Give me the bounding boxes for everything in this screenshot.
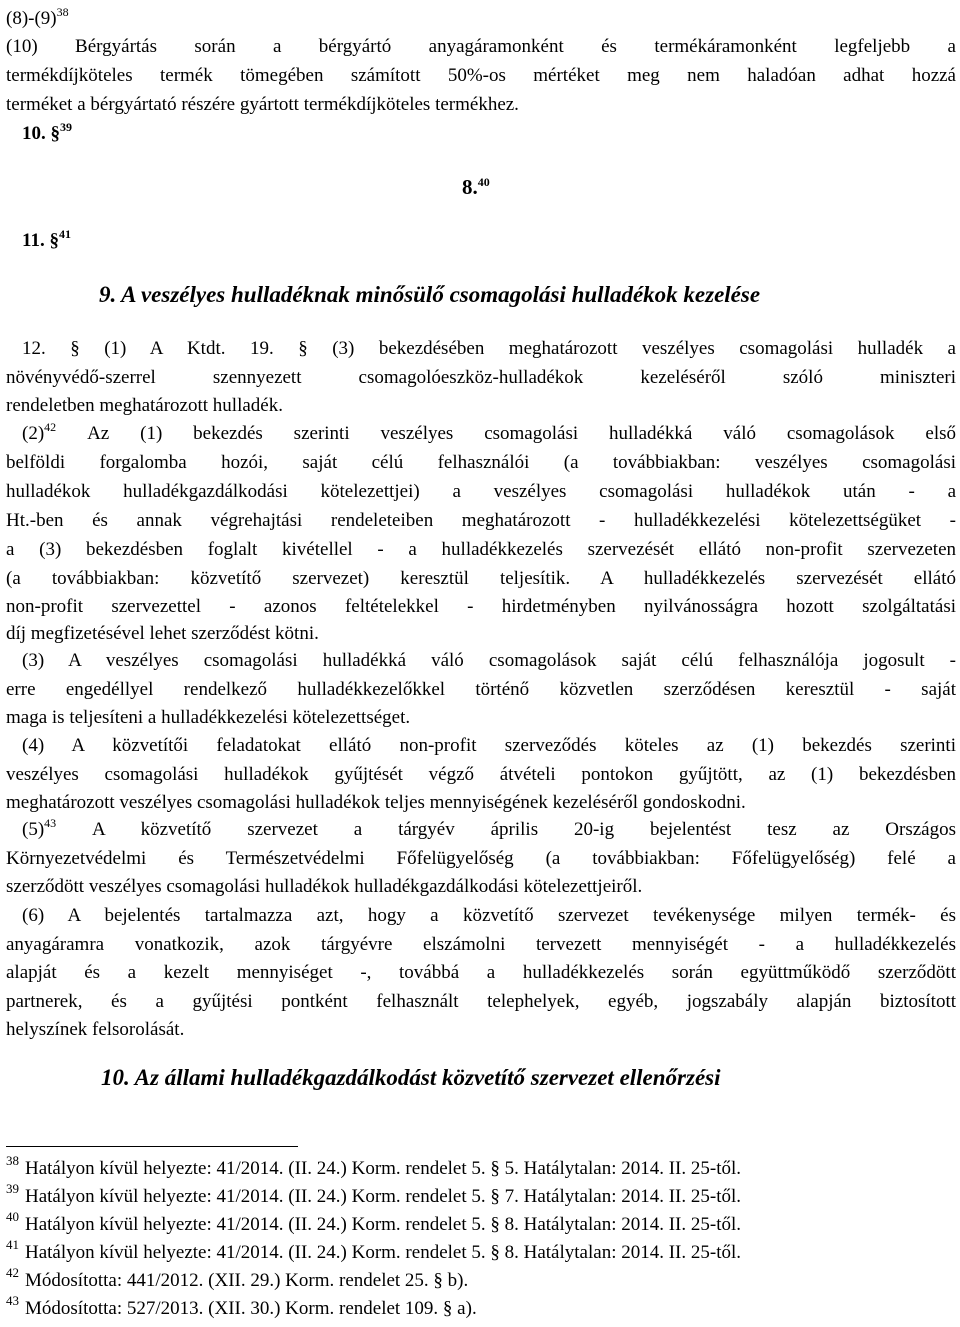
footnote-text: Hatályon kívül helyezte: 41/2014. (II. 24.) Korm. rendelet 5. § 8. Hatálytalan: 2014. II. 25-től. — [25, 1242, 742, 1263]
footnote-ref[interactable]: 42 — [44, 420, 57, 434]
paragraph-line: szerződött veszélyes csomagolási hulladékok hulladékgazdálkodási kötelezettjeiről. — [6, 876, 643, 897]
footnote-text: Módosította: 441/2012. (XII. 29.) Korm. rendelet 25. § b). — [25, 1270, 469, 1291]
paragraph-line: termékdíjköteles termék tömegében számított 50%-os mértéket meg nem haladóan adhat hozzá — [6, 65, 956, 86]
footnote-item — [6, 1209, 742, 1237]
paragraph-line: hulladékok hulladékgazdálkodási kötelezettjei) a veszélyes csomagolási hulladékok után - a — [6, 481, 956, 502]
paragraph-line: belföldi forgalomba hozói, saját célú felhasználói (a továbbiakban: veszélyes csomagolási — [6, 452, 956, 473]
paragraph-line — [22, 421, 956, 447]
paragraph-line: díj megfizetésével lehet szerződést kötni. — [6, 623, 319, 644]
paragraph-line: erre engedéllyel rendelkező hulladékkezelőkkel történő közvetlen szerződésen keresztül - saját — [6, 679, 956, 700]
footnote-number: 43 — [6, 1293, 19, 1308]
chapter-title: 9. A veszélyes hulladéknak minősülő csomagolási hulladékok kezelése — [99, 282, 761, 307]
footnote-text: Módosította: 527/2013. (XII. 30.) Korm. rendelet 109. § a). — [25, 1298, 477, 1319]
section-label: 10. § — [22, 123, 60, 144]
paragraph-prefix: (2) — [22, 423, 45, 444]
paragraph-line: növényvédő-szerrel szennyezett csomagolóeszköz-hulladékok kezeléséről szóló miniszteri — [6, 367, 956, 388]
paragraph-line: terméket a bérgyártató részére gyártott termékdíjköteles termékhez. — [6, 94, 519, 115]
footnote-number: 38 — [6, 1153, 19, 1168]
footnote-number: 41 — [6, 1237, 19, 1252]
paragraph-line: rendeletben meghatározott hulladék. — [6, 395, 283, 416]
chapter-label: 8. — [462, 175, 478, 199]
section-label: 11. § — [22, 230, 59, 251]
footnote-item — [6, 1181, 742, 1209]
paragraph-line: (4) A közvetítői feladatokat ellátó non-profit szerveződés köteles az (1) bekezdés szerinti — [22, 735, 956, 756]
paragraph-line: maga is teljesíteni a hulladékkezelési kötelezettséget. — [6, 707, 411, 728]
paragraph-line: Környezetvédelmi és Természetvédelmi Főfelügyelőség (a továbbiakban: Főfelügyelőség) felé a — [6, 848, 956, 869]
paragraph-first-text: Az (1) bekezdés szerinti veszélyes csomagolási hulladékká váló csomagolások első — [87, 423, 957, 444]
paragraph-line: a (3) bekezdésben foglalt kivétellel - a hulladékkezelés szervezését ellátó non-profit szervezeten — [6, 539, 956, 560]
footnote-ref[interactable]: 43 — [44, 816, 57, 830]
footnote-ref[interactable]: 38 — [56, 5, 69, 19]
footnote-item — [6, 1265, 469, 1293]
footnote-item — [6, 1237, 742, 1265]
footnote-divider — [6, 1146, 298, 1147]
paragraph-line: meghatározott veszélyes csomagolási hulladékok teljes mennyiségének kezeléséről gondoskodni. — [6, 792, 746, 813]
paragraph-line: helyszínek felsorolását. — [6, 1019, 185, 1040]
paragraph-line: Ht.-ben és annak végrehajtási rendeleteiben meghatározott - hulladékkezelési kötelezettségüket - — [6, 510, 956, 531]
footnote-text: Hatályon kívül helyezte: 41/2014. (II. 24.) Korm. rendelet 5. § 5. Hatálytalan: 2014. II. 25-től. — [25, 1158, 742, 1179]
paragraph-line: (a továbbiakban: közvetítő szervezet) keresztül teljesítik. A hulladékkezelés szervezését ellátó — [6, 568, 956, 589]
paragraph-line — [22, 817, 956, 843]
paragraph-prefix: (5) — [22, 819, 45, 840]
footnote-text: Hatályon kívül helyezte: 41/2014. (II. 24.) Korm. rendelet 5. § 8. Hatálytalan: 2014. II. 25-től. — [25, 1214, 742, 1235]
footnote-ref[interactable]: 40 — [477, 175, 490, 189]
paragraph-line: (10) Bérgyártás során a bérgyártó anyagáramonként és termékáramonként legfeljebb a — [6, 36, 956, 57]
section-heading — [22, 121, 72, 147]
footnote-number: 40 — [6, 1209, 19, 1224]
header-ref — [6, 6, 69, 32]
section-heading — [22, 228, 71, 254]
chapter-number — [462, 174, 490, 200]
paragraph-line: non-profit szervezettel - azonos feltételekkel - hirdetményben nyilvánosságra hozott szolgáltatási — [6, 596, 956, 617]
paragraph-line: (3) A veszélyes csomagolási hulladékká váló csomagolások saját célú felhasználója jogosult - — [22, 650, 956, 671]
section-12-line: 12. § (1) A Ktdt. 19. § (3) bekezdésében meghatározott veszélyes csomagolási hulladék a — [22, 338, 956, 359]
paragraph-first-text: A közvetítő szervezet a tárgyév április 20-ig bejelentést tesz az Országos — [92, 819, 956, 840]
footnote-item — [6, 1293, 477, 1321]
footnote-ref[interactable]: 41 — [58, 227, 71, 241]
header-ref-text: (8)-(9) — [6, 8, 57, 29]
chapter-title: 10. Az állami hulladékgazdálkodást közvetítő szervezet ellenőrzési — [101, 1065, 721, 1090]
footnote-ref[interactable]: 39 — [60, 120, 72, 134]
paragraph-line: anyagáramra vonatkozik, azok tárgyévre elszámolni tervezett mennyiségét - a hulladékkezelés — [6, 934, 956, 955]
paragraph-line: (6) A bejelentés tartalmazza azt, hogy a közvetítő szervezet tevékenysége milyen termék- és — [22, 905, 956, 926]
paragraph-line: alapját és a kezelt mennyiséget -, továbbá a hulladékkezelés során együttműködő szerződött — [6, 962, 956, 983]
footnote-item — [6, 1153, 742, 1181]
footnote-number: 42 — [6, 1265, 19, 1280]
paragraph-line: veszélyes csomagolási hulladékok gyűjtését végző átvételi pontokon gyűjtött, az (1) bekezdésben — [6, 764, 956, 785]
footnote-text: Hatályon kívül helyezte: 41/2014. (II. 24.) Korm. rendelet 5. § 7. Hatálytalan: 2014. II. 25-től. — [25, 1186, 742, 1207]
footnote-number: 39 — [6, 1181, 19, 1196]
paragraph-line — [22, 336, 956, 362]
paragraph-line: partnerek, és a gyűjtési pontként felhasznált telephelyek, egyéb, jogszabály alapján biztosított — [6, 991, 956, 1012]
